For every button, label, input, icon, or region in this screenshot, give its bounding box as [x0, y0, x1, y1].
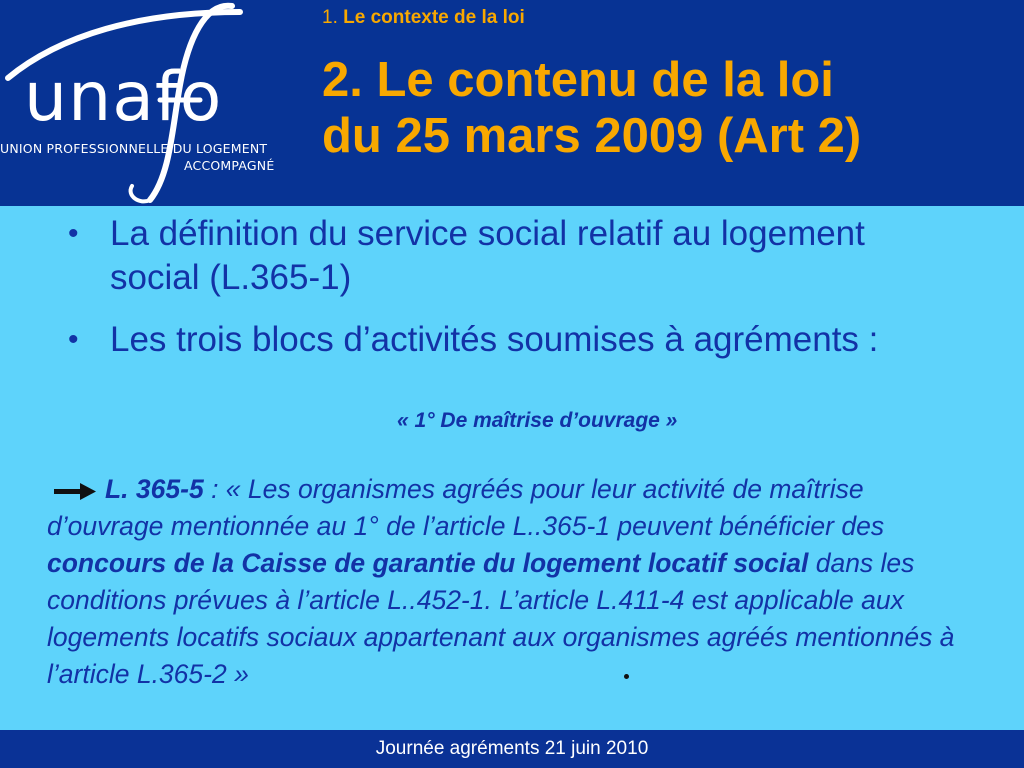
bullet-text: La définition du service social relatif au logement social (L.365-1): [110, 214, 865, 297]
bullet-text: Les trois blocs d’activités soumises à agréments :: [110, 320, 879, 359]
header-band: [0, 0, 1024, 206]
unafo-logo: [0, 0, 300, 206]
slide-title: [322, 52, 1012, 164]
logo-tagline-line2: ACCOMPAGNÉ: [184, 158, 275, 173]
footer-band: [0, 730, 1024, 768]
activity-subtitle: « 1° De maîtrise d’ouvrage »: [397, 409, 678, 432]
content-area: [0, 206, 1024, 730]
law-quote: [47, 471, 977, 693]
footer-text: Journée agréments 21 juin 2010: [375, 738, 649, 759]
quote-part2: dans les conditions prévues à l’article L..452-1. L’article L.411-4 est applicable aux logements locatifs sociaux appartenant aux organismes agréés mentionnés à l’article L.365-2 »: [47, 548, 955, 689]
kicker-number: 1.: [322, 7, 338, 28]
slide-title-line1: 2. Le contenu de la loi: [322, 53, 834, 107]
quote-part1: : « Les organismes agréés pour leur activité de maîtrise d’ouvrage mentionnée au 1° de l’article L..365-1 peuvent bénéficier des: [47, 474, 885, 541]
bullet-item: [68, 212, 938, 300]
stray-dot: [624, 674, 629, 679]
bullet-dot-icon: •: [68, 323, 79, 356]
logo-tagline-line1: UNION PROFESSIONNELLE DU LOGEMENT: [0, 141, 268, 156]
kicker-label: Le contexte de la loi: [343, 7, 525, 28]
slide-title-line2: du 25 mars 2009 (Art 2): [322, 109, 862, 163]
section-kicker: [322, 7, 525, 29]
bullet-dot-icon: •: [68, 217, 79, 250]
law-reference: L. 365-5: [105, 474, 204, 504]
logo-wordmark: unafo: [24, 58, 223, 137]
quote-emphasis: concours de la Caisse de garantie du logement locatif social: [47, 548, 809, 578]
bullet-item: [68, 318, 938, 362]
